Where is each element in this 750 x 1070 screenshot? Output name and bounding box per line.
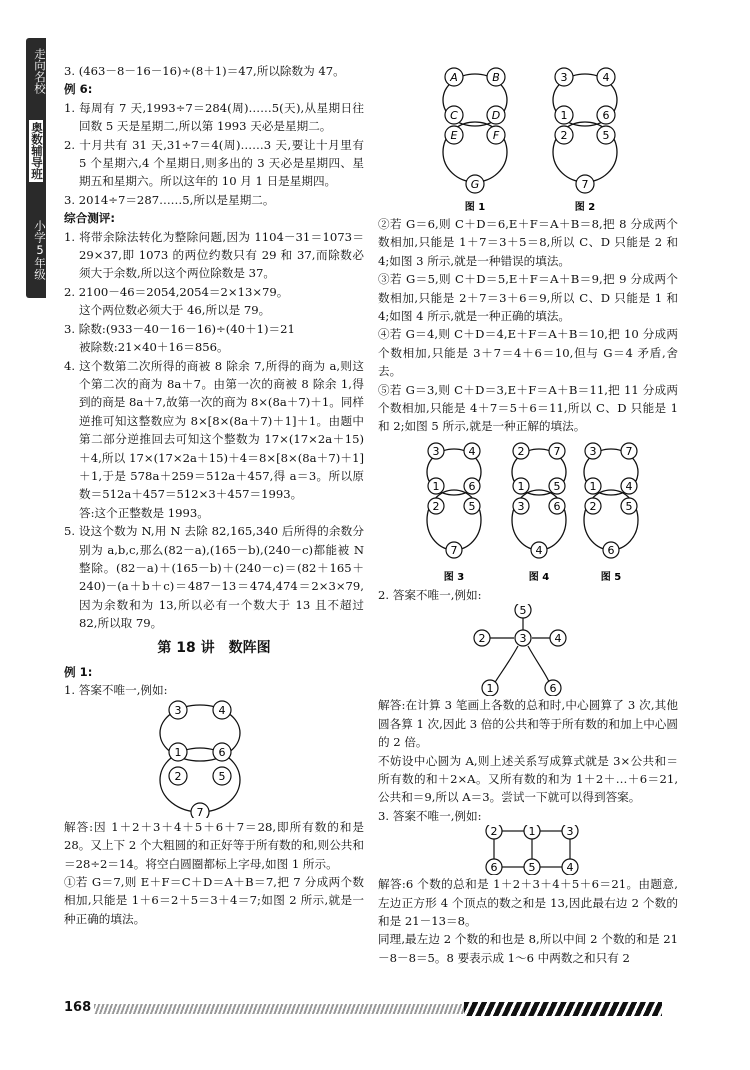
- node-label: 5: [625, 499, 633, 513]
- solution-line: 解答:在计算 3 笔画上各数的总和时,中心圆算了 3 次,其他圆各算 1 次,因此 3 倍的公共和等于所有数的和加上中心圆的 2 倍。: [378, 698, 678, 750]
- node-label: 6: [602, 109, 610, 122]
- node-label: 2: [478, 632, 486, 646]
- node-label: 3: [519, 632, 527, 646]
- solution-line: 解答:6 个数的总和是 1＋2＋3＋4＋5＋6＝21。由题意,左边正方形 4 个顶点的数之和是 13,因此最右边 2 个数的和是 21－13＝8。: [378, 877, 678, 928]
- node-label: 4: [535, 543, 543, 557]
- solution-line: ⑤若 G＝3,则 C＋D＝3,E＋F＝A＋B＝11,把 11 分成两个数相加,只能是 4＋7＝5＋6＝11,所以 C、D 只能是 1 和 2;如图 5 所示,就是一种正解的填法。: [378, 382, 678, 434]
- node-label: 5: [528, 861, 536, 875]
- node-label: 1: [432, 479, 440, 493]
- answer-line: 1. 将带余除法转化为整除问题,因为 1104－31＝1073＝29×37,即 1073 的两位约数只有 29 和 37,而除数必须大于余数,所以这个两位除数是 37。: [64, 229, 364, 281]
- fig1-caption: 图 1: [464, 202, 486, 213]
- node-label: 1: [517, 479, 525, 493]
- answer-line: 1. 每周有 7 天,1993÷7＝284(周)……5(天),从星期日往回数 5 天是星期二,所以第 1993 天必是星期二。: [64, 100, 364, 134]
- fig3-caption: 图 3: [443, 571, 465, 583]
- right-column: [378, 60, 678, 967]
- section-label: 综合测评:: [64, 211, 116, 226]
- node-label: 4: [468, 444, 476, 458]
- node-label: 7: [553, 444, 561, 458]
- node-label: 7: [625, 444, 633, 458]
- node-label: 5: [553, 479, 561, 493]
- node-label: 4: [218, 703, 226, 717]
- star-nodes: [474, 604, 566, 696]
- solution-line: 解答:因 1＋2＋3＋4＋5＋6＋7＝28,即所有数的和是 28。又上下 2 个大粗圆的和正好等于所有数的和,则公共和＝28÷2＝14。将空白圆圈都标上字母,如图 1 所示。: [64, 819, 364, 871]
- solution-line: 同理,最左边 2 个数的和也是 8,所以中间 2 个数的和是 21－8－8＝5。8 要表示成 1～6 中两数之和只有 2: [378, 932, 678, 965]
- node-label: 5: [602, 129, 610, 142]
- fig1-fig2-diagrams: [378, 60, 678, 215]
- node-label: C: [450, 109, 458, 122]
- star-diagram: [378, 604, 678, 696]
- page-footer: [64, 998, 664, 1018]
- solution-line: ②若 G＝6,则 C＋D＝6,E＋F＝A＋B＝8,把 8 分成两个数相加,只能是 1＋7＝3＋5＝8,所以 C、D 只能是 2 和 4;如图 3 所示,就是一种错误的填法。: [378, 217, 678, 268]
- node-label: 2: [490, 825, 498, 839]
- book-title: 奥数辅导班: [30, 122, 44, 180]
- node-label: 1: [174, 745, 182, 759]
- solution-line: ④若 G＝4,则 C＋D＝4,E＋F＝A＋B＝10,把 10 分成两个数相加,只能是 3＋7＝4＋6＝10,但与 G＝4 矛盾,舍去。: [378, 327, 678, 379]
- fig5-nodes: [585, 443, 637, 558]
- node-label: 3: [517, 499, 525, 513]
- side-tab: [26, 38, 46, 298]
- solution-line: ①若 G＝7,则 E＋F＝C＋D＝A＋B＝7,把 7 分成两个数相加,只能是 1＋6＝2＋5＝3＋4＝7;如图 2 所示,就是一种正确的填法。: [64, 875, 364, 926]
- node-label: 4: [602, 71, 610, 84]
- question-line: 2. 答案不唯一,例如:: [378, 587, 482, 602]
- fig2-caption: 图 2: [574, 202, 596, 213]
- node-label: 6: [607, 543, 615, 557]
- answer-line: 5. 设这个数为 N,用 N 去除 82,165,340 后所得的余数分别为 a,b,c,那么(82－a),(165－b),(240－c)都能被 N 整除。(82－a)＋(165－b)＋(240－c)＝(82＋165＋240)－(a＋b＋c)＝487－13＝474,474＝2×3×79,因为余数和为 13,所以必有一个数大于 13 且不超过 82,所以取 79。: [64, 524, 364, 631]
- node-label: 5: [218, 769, 226, 783]
- node-label: 3: [589, 444, 597, 458]
- series-label: 走向名校: [33, 48, 47, 94]
- solution-line: ③若 G＝5,则 C＋D＝5,E＋F＝A＋B＝9,把 9 分成两个数相加,只能是 2＋7＝3＋6＝9,所以 C、D 只能是 1 和 4;如图 4 所示,就是一种正确的填法。: [378, 272, 678, 324]
- node-label: 5: [519, 604, 527, 618]
- fig4-caption: 图 4: [528, 571, 550, 583]
- node-label: 6: [218, 745, 226, 759]
- answer-line: 3. 2014÷7＝287……5,所以是星期二。: [64, 192, 275, 207]
- node-label: 2: [560, 129, 568, 142]
- answer-line: 2. 2100－46＝2054,2054＝2×13×79。: [64, 284, 289, 299]
- node-label: 3: [432, 444, 440, 458]
- node-label: E: [450, 129, 458, 142]
- node-label: 2: [432, 499, 440, 513]
- answer-line: 被除数:21×40＋16＝856。: [79, 340, 229, 355]
- node-label: 1: [486, 682, 494, 696]
- answer-line: 3. 除数:(933－40－16－16)÷(40＋1)＝21: [64, 321, 295, 336]
- node-label: B: [492, 71, 500, 84]
- node-label: 2: [517, 444, 525, 458]
- solution-line: 不妨设中心圆为 A,则上述关系写成算式就是 3×公共和＝所有数的和＋2×A。又所有数的和为 1＋2＋…＋6＝21,公共和＝9,所以 A＝3。尝试一下就可以得到答案。: [378, 753, 678, 805]
- node-label: 5: [468, 499, 476, 513]
- footer-pattern-dark: [464, 1002, 662, 1016]
- example-label: 例 6:: [64, 82, 93, 97]
- node-label: 1: [528, 825, 536, 839]
- ex1-nodes: [169, 701, 231, 818]
- node-label: 6: [553, 499, 561, 513]
- node-label: A: [450, 71, 458, 84]
- rect-diagram: [378, 825, 678, 875]
- node-label: 7: [196, 805, 204, 818]
- node-label: 2: [174, 769, 182, 783]
- node-label: 2: [589, 499, 597, 513]
- question-line: 1. 答案不唯一,例如:: [64, 683, 168, 698]
- node-label: 3: [560, 71, 568, 84]
- question-line: 3. 答案不唯一,例如:: [378, 808, 482, 823]
- node-label: G: [470, 178, 480, 191]
- node-label: 7: [581, 178, 589, 191]
- grade-label: 小学5年级: [33, 220, 47, 280]
- node-label: 7: [450, 543, 458, 557]
- answer-line: 答:这个正整数是 1993。: [79, 505, 209, 520]
- node-label: 1: [589, 479, 597, 493]
- left-column: [64, 62, 364, 928]
- node-label: 3: [566, 825, 574, 839]
- answer-line: 3. (463－8－16－16)÷(8＋1)＝47,所以除数为 47。: [64, 64, 345, 78]
- answer-line: 4. 这个数第二次所得的商被 8 除余 7,所得的商为 a,则这个第二次的商为 8a＋7。由第一次的商被 8 除余 1,得到的商是 8a＋7,故第一次的商为 8×(8a＋7)＋1。同样逆推可知这整数应为 8×[8×(8a＋7)＋1]＋1。由题中第二部分逆推回去可知这个整数为 17×(17×2a＋15)＋4,所以 17×(17×2a＋15)＋4＝8×[8×(8a＋7)＋1]＋1,于是 578a＋259＝512a＋457,得 a＝3。所以原数＝512a＋457＝512×3＋457＝1993。: [64, 358, 364, 502]
- node-label: 4: [554, 632, 562, 646]
- page-number: 168: [64, 1000, 92, 1015]
- node-label: 1: [560, 109, 568, 122]
- node-label: 3: [174, 703, 182, 717]
- lecture-title: 第 18 讲 数阵图: [157, 639, 271, 656]
- node-label: 4: [625, 479, 633, 493]
- node-label: F: [492, 129, 500, 142]
- answer-line: 这个两位数必须大于 46,所以是 79。: [79, 303, 271, 318]
- answer-line: 2. 十月共有 31 天,31÷7＝4(周)……3 天,要让十月里有 5 个星期六,4 个星期日,则多出的 3 天必是星期四、星期五和星期六。所以这年的 10 月 1 日是星期四。: [64, 137, 364, 189]
- fig3-nodes: [428, 443, 480, 558]
- ex1-diagram: [64, 700, 364, 818]
- node-label: 4: [566, 861, 574, 875]
- fig4-nodes: [513, 443, 565, 558]
- node-label: 6: [490, 861, 498, 875]
- fig5-caption: 图 5: [600, 571, 622, 583]
- fig3-fig5-diagrams: [378, 436, 678, 586]
- example-label: 例 1:: [64, 665, 93, 679]
- node-label: 6: [549, 682, 557, 696]
- node-label: D: [491, 109, 501, 122]
- node-label: 6: [468, 479, 476, 493]
